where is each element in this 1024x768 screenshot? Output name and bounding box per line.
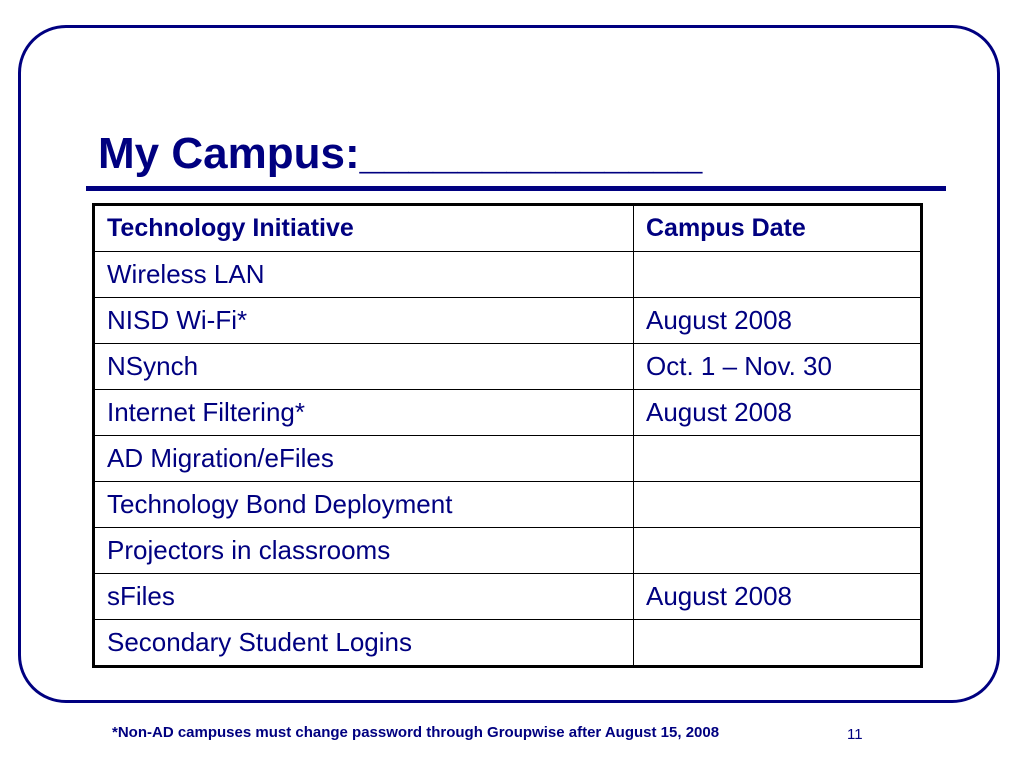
initiatives-table [92, 203, 923, 668]
initiative-cell: Internet Filtering* [94, 390, 634, 436]
table-row [94, 436, 922, 482]
header-campus-date: Campus Date [634, 205, 922, 252]
page-number: 11 [847, 726, 863, 743]
campus-date-cell [634, 528, 922, 574]
table-row [94, 482, 922, 528]
table-row [94, 390, 922, 436]
table-row [94, 574, 922, 620]
table-row [94, 344, 922, 390]
campus-date-cell: August 2008 [634, 298, 922, 344]
header-technology-initiative: Technology Initiative [94, 205, 634, 252]
slide-title: My Campus:______________ [98, 129, 703, 178]
campus-date-cell [634, 482, 922, 528]
campus-date-cell: August 2008 [634, 390, 922, 436]
table-header-row [94, 205, 922, 252]
table-row [94, 298, 922, 344]
campus-date-cell [634, 252, 922, 298]
footnote: *Non-AD campuses must change password through Groupwise after August 15, 2008 [112, 724, 720, 741]
table-row [94, 528, 922, 574]
initiative-cell: sFiles [94, 574, 634, 620]
table-row [94, 620, 922, 667]
initiative-cell: NSynch [94, 344, 634, 390]
initiative-cell: Technology Bond Deployment [94, 482, 634, 528]
campus-date-cell [634, 620, 922, 667]
initiative-cell: AD Migration/eFiles [94, 436, 634, 482]
initiative-cell: Wireless LAN [94, 252, 634, 298]
initiative-cell: NISD Wi-Fi* [94, 298, 634, 344]
table-row [94, 252, 922, 298]
initiative-cell: Projectors in classrooms [94, 528, 634, 574]
initiative-cell: Secondary Student Logins [94, 620, 634, 667]
title-underline-rule [86, 186, 946, 191]
campus-date-cell: Oct. 1 – Nov. 30 [634, 344, 922, 390]
campus-date-cell [634, 436, 922, 482]
campus-date-cell: August 2008 [634, 574, 922, 620]
